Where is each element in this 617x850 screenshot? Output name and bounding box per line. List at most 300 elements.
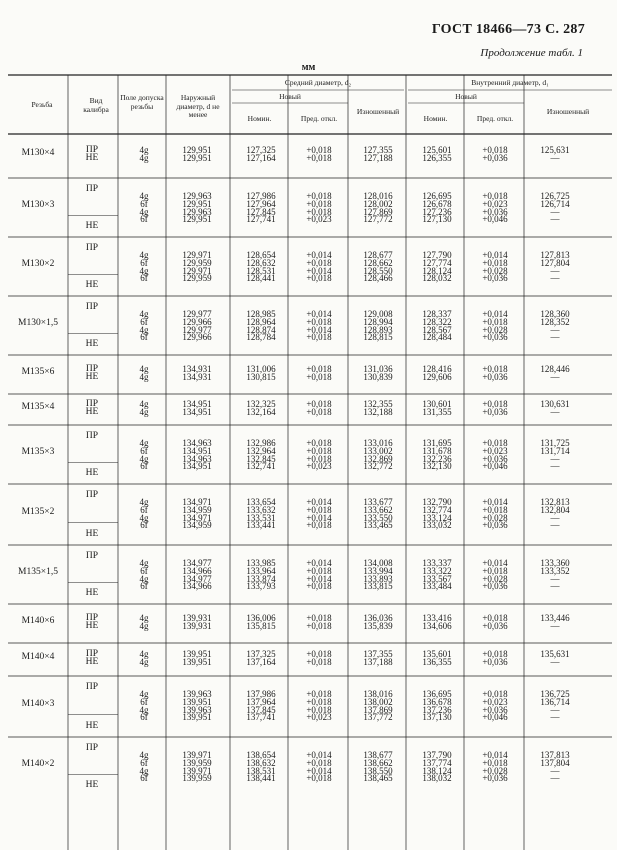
outer-value: 129,971 bbox=[182, 265, 212, 276]
pitch-nom-value: 137,845 bbox=[246, 704, 276, 715]
tol-value: 6f bbox=[140, 696, 148, 707]
tol-value: 4g bbox=[139, 406, 149, 417]
tol-value: 4g bbox=[139, 438, 149, 448]
inner-nom-value: 127,774 bbox=[422, 257, 452, 268]
tol-value: 6f bbox=[140, 316, 148, 327]
pitch-nom-value: 128,441 bbox=[246, 273, 276, 284]
pitch-worn-value: 127,869 bbox=[363, 206, 393, 217]
inner-worn-value: 130,631 bbox=[540, 398, 570, 409]
inner-nom-value: 136,355 bbox=[422, 656, 452, 667]
inner-dev-value: +0,014 bbox=[482, 497, 508, 507]
pitch-nom-value: 138,654 bbox=[246, 750, 276, 760]
thread-designation: M140×4 bbox=[21, 651, 55, 662]
tol-value: 6f bbox=[140, 773, 148, 784]
pitch-dev-value: +0,014 bbox=[306, 750, 332, 760]
pitch-nom-value: 137,986 bbox=[246, 689, 276, 699]
inner-worn-value: 135,631 bbox=[540, 648, 570, 659]
inner-worn-value: — bbox=[550, 461, 560, 472]
outer-value: 129,977 bbox=[182, 324, 212, 335]
pitch-nom-value: 127,741 bbox=[246, 214, 276, 225]
pitch-nom-value: 127,964 bbox=[246, 198, 276, 209]
pitch-dev-value: +0,018 bbox=[306, 656, 332, 667]
thread-designation: M140×2 bbox=[21, 758, 55, 769]
pitch-worn-value: 133,662 bbox=[363, 504, 393, 515]
inner-nom-value: 127,130 bbox=[422, 214, 452, 225]
outer-value: 129,951 bbox=[182, 145, 212, 156]
pitch-worn-value: 132,869 bbox=[363, 453, 393, 464]
outer-value: 129,977 bbox=[182, 309, 212, 319]
inner-nom-value: 133,032 bbox=[422, 520, 452, 531]
inner-nom-value: 133,484 bbox=[422, 581, 452, 592]
inner-dev-value: +0,036 bbox=[482, 332, 508, 343]
pitch-nom-value: 128,985 bbox=[246, 309, 276, 319]
inner-dev-value: +0,018 bbox=[482, 689, 508, 699]
outer-value: 134,977 bbox=[182, 573, 212, 584]
gauge-kind: ПР bbox=[85, 743, 99, 753]
inner-nom-value: 126,355 bbox=[422, 153, 452, 163]
inner-worn-value: 136,725 bbox=[540, 689, 570, 699]
inner-nom-value: 134,606 bbox=[422, 620, 452, 631]
inner-nom-value: 129,606 bbox=[422, 371, 452, 382]
inner-dev-value: +0,018 bbox=[482, 438, 508, 448]
pitch-dev-value: +0,018 bbox=[306, 504, 332, 515]
inner-dev-value: +0,014 bbox=[482, 250, 508, 260]
outer-value: 129,963 bbox=[182, 191, 212, 201]
pitch-worn-value: 138,550 bbox=[363, 765, 393, 776]
gauge-kind: ПР bbox=[85, 682, 99, 692]
inner-dev-value: +0,018 bbox=[482, 191, 508, 201]
tol-value: 4g bbox=[139, 612, 149, 623]
pitch-nom-value: 127,986 bbox=[246, 191, 276, 201]
pitch-worn-value: 138,016 bbox=[363, 689, 393, 699]
pitch-worn-value: 129,008 bbox=[363, 309, 393, 319]
pitch-worn-value: 128,815 bbox=[363, 332, 393, 343]
inner-dev-value: +0,036 bbox=[482, 581, 508, 592]
pitch-worn-value: 128,662 bbox=[363, 257, 393, 268]
outer-value: 129,951 bbox=[182, 214, 212, 225]
header-pitch-deviation: Пред. откл. bbox=[300, 114, 338, 123]
inner-worn-value: — bbox=[550, 332, 560, 343]
pitch-worn-value: 128,016 bbox=[363, 191, 393, 201]
pitch-dev-value: +0,023 bbox=[306, 461, 332, 472]
pitch-nom-value: 138,441 bbox=[246, 773, 276, 784]
tol-value: 6f bbox=[140, 520, 148, 531]
inner-dev-value: +0,018 bbox=[482, 257, 508, 268]
tol-value: 6f bbox=[140, 581, 148, 592]
tol-value: 6f bbox=[140, 565, 148, 576]
inner-worn-value: — bbox=[550, 324, 560, 335]
tol-value: 4g bbox=[139, 558, 149, 568]
pitch-dev-value: +0,018 bbox=[306, 316, 332, 327]
tol-value: 4g bbox=[139, 704, 149, 715]
pitch-worn-value: 133,893 bbox=[363, 573, 393, 584]
inner-worn-value: 133,352 bbox=[540, 565, 570, 576]
pitch-nom-value: 128,632 bbox=[246, 257, 276, 268]
outer-value: 129,966 bbox=[182, 332, 212, 343]
inner-dev-value: +0,018 bbox=[482, 398, 508, 409]
inner-worn-value: — bbox=[550, 620, 560, 631]
pitch-worn-value: 127,355 bbox=[363, 145, 393, 156]
tol-value: 4g bbox=[139, 309, 149, 319]
inner-dev-value: +0,018 bbox=[482, 316, 508, 327]
pitch-nom-value: 132,164 bbox=[246, 406, 276, 417]
pitch-dev-value: +0,018 bbox=[306, 620, 332, 631]
inner-worn-value: — bbox=[550, 773, 560, 784]
outer-value: 139,951 bbox=[182, 648, 212, 659]
pitch-nom-value: 128,964 bbox=[246, 316, 276, 327]
gauge-kind: ПР bbox=[85, 184, 99, 194]
outer-value: 134,931 bbox=[182, 363, 212, 374]
pitch-dev-value: +0,014 bbox=[306, 765, 332, 776]
pitch-worn-value: 138,662 bbox=[363, 757, 393, 768]
pitch-dev-value: +0,014 bbox=[306, 265, 332, 276]
outer-value: 139,931 bbox=[182, 620, 212, 631]
gauge-kind: НЕ bbox=[85, 588, 99, 598]
inner-worn-value: — bbox=[550, 265, 560, 276]
thread-designation: M130×4 bbox=[21, 148, 55, 158]
inner-nom-value: 128,032 bbox=[422, 273, 452, 284]
inner-worn-value: 133,446 bbox=[540, 612, 570, 623]
inner-dev-value: +0,036 bbox=[482, 206, 508, 217]
inner-dev-value: +0,018 bbox=[482, 612, 508, 623]
gauge-kind: НЕ bbox=[85, 721, 99, 731]
pitch-nom-value: 133,793 bbox=[246, 581, 276, 592]
gauge-kind: ПР bbox=[85, 490, 99, 500]
header-pitch-worn: Изношенный bbox=[356, 107, 400, 116]
tol-value: 6f bbox=[140, 257, 148, 268]
pitch-worn-value: 134,008 bbox=[363, 558, 393, 568]
tol-value: 4g bbox=[139, 398, 149, 409]
pitch-worn-value: 137,869 bbox=[363, 704, 393, 715]
gauge-kind: НЕ bbox=[85, 339, 99, 349]
inner-nom-value: 131,355 bbox=[422, 406, 452, 417]
thread-designation: M135×3 bbox=[21, 446, 55, 457]
pitch-dev-value: +0,018 bbox=[306, 206, 332, 217]
pitch-nom-value: 130,815 bbox=[246, 371, 276, 382]
outer-value: 134,971 bbox=[182, 497, 212, 507]
inner-dev-value: +0,036 bbox=[482, 704, 508, 715]
pitch-dev-value: +0,014 bbox=[306, 324, 332, 335]
tol-value: 6f bbox=[140, 461, 148, 472]
inner-dev-value: +0,023 bbox=[482, 198, 508, 209]
inner-dev-value: +0,046 bbox=[482, 461, 508, 472]
tol-value: 6f bbox=[140, 332, 148, 343]
tol-value: 6f bbox=[140, 757, 148, 768]
inner-worn-value: 132,813 bbox=[540, 497, 570, 507]
inner-dev-value: +0,028 bbox=[482, 324, 508, 335]
tol-value: 6f bbox=[140, 504, 148, 515]
pitch-nom-value: 136,006 bbox=[246, 612, 276, 623]
pitch-worn-value: 137,355 bbox=[363, 648, 393, 659]
pitch-nom-value: 127,325 bbox=[246, 145, 276, 156]
tol-value: 6f bbox=[140, 273, 148, 284]
gauge-kind: ПР bbox=[85, 145, 99, 156]
inner-worn-value: 125,631 bbox=[540, 145, 570, 156]
pitch-nom-value: 128,531 bbox=[246, 265, 276, 276]
thread-designation: M135×4 bbox=[21, 401, 55, 412]
pitch-dev-value: +0,018 bbox=[306, 565, 332, 576]
header-inner-nominal: Номин. bbox=[423, 114, 448, 123]
inner-dev-value: +0,014 bbox=[482, 750, 508, 760]
inner-dev-value: +0,046 bbox=[482, 214, 508, 225]
thread-designation: M130×1,5 bbox=[18, 317, 58, 328]
pitch-dev-value: +0,014 bbox=[306, 573, 332, 584]
pitch-dev-value: +0,018 bbox=[306, 257, 332, 268]
pitch-worn-value: 128,466 bbox=[363, 273, 393, 284]
pitch-dev-value: +0,014 bbox=[306, 497, 332, 507]
header-thread: Резьба bbox=[31, 100, 53, 109]
inner-worn-value: 127,804 bbox=[540, 257, 570, 268]
pitch-dev-value: +0,014 bbox=[306, 558, 332, 568]
pitch-nom-value: 133,964 bbox=[246, 565, 276, 576]
outer-value: 134,977 bbox=[182, 558, 212, 568]
header-pitch-new: Новый bbox=[279, 92, 301, 101]
gauge-kind: НЕ bbox=[85, 221, 99, 231]
header-pitch-nominal: Номин. bbox=[247, 114, 272, 123]
inner-worn-value: — bbox=[550, 581, 560, 592]
gauge-kind: ПР bbox=[85, 363, 99, 374]
pitch-nom-value: 132,741 bbox=[246, 461, 276, 472]
outer-value: 134,951 bbox=[182, 406, 212, 417]
inner-dev-value: +0,018 bbox=[482, 565, 508, 576]
header-pitch-diameter: Средний диаметр, d₂ bbox=[284, 78, 352, 87]
inner-dev-value: +0,036 bbox=[482, 656, 508, 667]
unit-label: мм bbox=[301, 62, 316, 73]
pitch-dev-value: +0,018 bbox=[306, 520, 332, 531]
tol-value: 4g bbox=[139, 145, 149, 156]
tol-value: 4g bbox=[139, 765, 149, 776]
inner-worn-value: — bbox=[550, 573, 560, 584]
inner-worn-value: 127,813 bbox=[540, 250, 570, 260]
pitch-worn-value: 133,002 bbox=[363, 445, 393, 456]
inner-dev-value: +0,028 bbox=[482, 765, 508, 776]
pitch-worn-value: 135,839 bbox=[363, 620, 393, 631]
outer-value: 134,966 bbox=[182, 581, 212, 592]
inner-worn-value: 131,725 bbox=[540, 438, 570, 448]
outer-value: 129,951 bbox=[182, 198, 212, 209]
gauge-kind: ПР bbox=[85, 648, 99, 659]
pitch-nom-value: 137,964 bbox=[246, 696, 276, 707]
inner-nom-value: 131,678 bbox=[422, 445, 452, 456]
tol-value: 4g bbox=[139, 750, 149, 760]
pitch-nom-value: 137,164 bbox=[246, 656, 276, 667]
inner-nom-value: 128,322 bbox=[422, 316, 452, 327]
pitch-worn-value: 128,550 bbox=[363, 265, 393, 276]
inner-dev-value: +0,018 bbox=[482, 363, 508, 374]
pitch-worn-value: 133,550 bbox=[363, 512, 393, 523]
tol-value: 4g bbox=[139, 371, 149, 382]
tol-value: 4g bbox=[139, 324, 149, 335]
inner-worn-value: 128,446 bbox=[540, 363, 570, 374]
pitch-dev-value: +0,018 bbox=[306, 612, 332, 623]
tol-value: 6f bbox=[140, 214, 148, 225]
inner-worn-value: — bbox=[550, 520, 560, 531]
gauge-kind: НЕ bbox=[85, 153, 99, 163]
inner-dev-value: +0,036 bbox=[482, 453, 508, 464]
outer-value: 134,959 bbox=[182, 504, 212, 515]
pitch-worn-value: 132,355 bbox=[363, 398, 393, 409]
inner-dev-value: +0,036 bbox=[482, 153, 508, 163]
pitch-nom-value: 127,845 bbox=[246, 206, 276, 217]
tol-value: 4g bbox=[139, 250, 149, 260]
inner-nom-value: 127,790 bbox=[422, 250, 452, 260]
pitch-worn-value: 128,677 bbox=[363, 250, 393, 260]
gauge-kind: НЕ bbox=[85, 406, 99, 417]
inner-worn-value: 128,352 bbox=[540, 316, 570, 327]
tol-value: 4g bbox=[139, 453, 149, 464]
inner-nom-value: 133,124 bbox=[422, 512, 452, 523]
inner-nom-value: 128,567 bbox=[422, 324, 452, 335]
tol-value: 6f bbox=[140, 712, 148, 723]
page-standard-title: ГОСТ 18466—73 С. 287 bbox=[431, 22, 585, 37]
pitch-nom-value: 131,006 bbox=[246, 363, 276, 374]
inner-worn-value: — bbox=[550, 153, 560, 163]
tol-value: 4g bbox=[139, 512, 149, 523]
pitch-dev-value: +0,018 bbox=[306, 398, 332, 409]
inner-worn-value: — bbox=[550, 214, 560, 225]
header-inner-new: Новый bbox=[455, 92, 477, 101]
tol-value: 4g bbox=[139, 265, 149, 276]
gauge-kind: НЕ bbox=[85, 656, 99, 667]
pitch-worn-value: 131,036 bbox=[363, 363, 393, 374]
pitch-dev-value: +0,014 bbox=[306, 512, 332, 523]
inner-nom-value: 128,124 bbox=[422, 265, 452, 276]
pitch-worn-value: 133,465 bbox=[363, 520, 393, 531]
outer-value: 139,971 bbox=[182, 750, 212, 760]
inner-dev-value: +0,036 bbox=[482, 273, 508, 284]
gauge-kind: ПР bbox=[85, 431, 99, 441]
inner-nom-value: 128,484 bbox=[422, 332, 452, 343]
tol-value: 4g bbox=[139, 191, 149, 201]
outer-value: 134,963 bbox=[182, 438, 212, 448]
inner-worn-value: 132,804 bbox=[540, 504, 570, 515]
pitch-nom-value: 138,531 bbox=[246, 765, 276, 776]
pitch-nom-value: 132,325 bbox=[246, 398, 276, 409]
inner-dev-value: +0,028 bbox=[482, 265, 508, 276]
inner-worn-value: — bbox=[550, 512, 560, 523]
thread-designation: M140×6 bbox=[21, 615, 55, 626]
inner-worn-value: 128,360 bbox=[540, 309, 570, 319]
thread-designation: M130×2 bbox=[21, 258, 55, 269]
pitch-dev-value: +0,018 bbox=[306, 406, 332, 417]
outer-value: 129,966 bbox=[182, 316, 212, 327]
gauge-kind: ПР bbox=[85, 612, 99, 623]
gauge-kind: ПР bbox=[85, 551, 99, 561]
inner-nom-value: 137,790 bbox=[422, 750, 452, 760]
inner-nom-value: 136,678 bbox=[422, 696, 452, 707]
inner-nom-value: 135,601 bbox=[422, 648, 452, 659]
gauge-kind: ПР bbox=[85, 398, 99, 409]
pitch-nom-value: 137,325 bbox=[246, 648, 276, 659]
pitch-nom-value: 133,654 bbox=[246, 497, 276, 507]
tol-value: 4g bbox=[139, 573, 149, 584]
gauge-kind: НЕ bbox=[85, 620, 99, 631]
outer-value: 139,951 bbox=[182, 656, 212, 667]
pitch-dev-value: +0,018 bbox=[306, 273, 332, 284]
inner-nom-value: 127,236 bbox=[422, 206, 452, 217]
pitch-worn-value: 138,465 bbox=[363, 773, 393, 784]
outer-value: 134,931 bbox=[182, 371, 212, 382]
pitch-dev-value: +0,018 bbox=[306, 445, 332, 456]
inner-nom-value: 132,130 bbox=[422, 461, 452, 472]
pitch-worn-value: 132,188 bbox=[363, 406, 393, 417]
inner-dev-value: +0,036 bbox=[482, 371, 508, 382]
pitch-dev-value: +0,018 bbox=[306, 371, 332, 382]
inner-dev-value: +0,046 bbox=[482, 712, 508, 723]
inner-nom-value: 132,790 bbox=[422, 497, 452, 507]
pitch-worn-value: 133,815 bbox=[363, 581, 393, 592]
pitch-worn-value: 128,002 bbox=[363, 198, 393, 209]
pitch-worn-value: 130,839 bbox=[363, 371, 393, 382]
inner-nom-value: 126,678 bbox=[422, 198, 452, 209]
thread-designation: M135×1,5 bbox=[18, 566, 58, 577]
tol-value: 4g bbox=[139, 206, 149, 217]
inner-worn-value: — bbox=[550, 712, 560, 723]
inner-nom-value: 125,601 bbox=[422, 145, 452, 156]
outer-value: 129,959 bbox=[182, 257, 212, 268]
pitch-nom-value: 128,784 bbox=[246, 332, 276, 343]
pitch-worn-value: 137,188 bbox=[363, 656, 393, 667]
outer-value: 134,963 bbox=[182, 453, 212, 464]
pitch-dev-value: +0,018 bbox=[306, 332, 332, 343]
header-tolerance: Поле допуска резьбы bbox=[120, 93, 164, 111]
table-continuation-label: Продолжение табл. 1 bbox=[480, 47, 583, 59]
tol-value: 4g bbox=[139, 153, 149, 163]
inner-worn-value: — bbox=[550, 406, 560, 417]
inner-worn-value: — bbox=[550, 656, 560, 667]
inner-dev-value: +0,014 bbox=[482, 309, 508, 319]
outer-value: 139,959 bbox=[182, 757, 212, 768]
pitch-nom-value: 128,654 bbox=[246, 250, 276, 260]
gauge-kind: ПР bbox=[85, 302, 99, 312]
pitch-nom-value: 132,986 bbox=[246, 438, 276, 448]
tol-value: 4g bbox=[139, 648, 149, 659]
pitch-worn-value: 136,036 bbox=[363, 612, 393, 623]
pitch-nom-value: 132,845 bbox=[246, 453, 276, 464]
pitch-nom-value: 127,164 bbox=[246, 153, 276, 163]
pitch-dev-value: +0,023 bbox=[306, 214, 332, 225]
pitch-dev-value: +0,018 bbox=[306, 145, 332, 156]
inner-dev-value: +0,023 bbox=[482, 696, 508, 707]
gauge-kind: ПР bbox=[85, 243, 99, 253]
pitch-worn-value: 138,002 bbox=[363, 696, 393, 707]
inner-worn-value: 126,714 bbox=[540, 198, 570, 209]
inner-nom-value: 131,695 bbox=[422, 438, 452, 448]
pitch-dev-value: +0,018 bbox=[306, 191, 332, 201]
inner-nom-value: 138,124 bbox=[422, 765, 452, 776]
pitch-dev-value: +0,018 bbox=[306, 198, 332, 209]
pitch-dev-value: +0,018 bbox=[306, 453, 332, 464]
pitch-nom-value: 133,632 bbox=[246, 504, 276, 515]
pitch-worn-value: 128,994 bbox=[363, 316, 393, 327]
pitch-dev-value: +0,023 bbox=[306, 712, 332, 723]
inner-nom-value: 133,337 bbox=[422, 558, 452, 568]
pitch-worn-value: 127,772 bbox=[363, 214, 393, 225]
inner-dev-value: +0,018 bbox=[482, 145, 508, 156]
thread-designation: M135×6 bbox=[21, 366, 55, 377]
inner-worn-value: 137,813 bbox=[540, 750, 570, 760]
outer-value: 139,963 bbox=[182, 704, 212, 715]
pitch-nom-value: 133,985 bbox=[246, 558, 276, 568]
inner-nom-value: 137,774 bbox=[422, 757, 452, 768]
thread-designation: M140×3 bbox=[21, 698, 55, 709]
inner-worn-value: 136,714 bbox=[540, 696, 570, 707]
inner-worn-value: 126,725 bbox=[540, 191, 570, 201]
outer-value: 134,951 bbox=[182, 398, 212, 409]
pitch-dev-value: +0,018 bbox=[306, 363, 332, 374]
inner-nom-value: 137,130 bbox=[422, 712, 452, 723]
inner-dev-value: +0,036 bbox=[482, 773, 508, 784]
